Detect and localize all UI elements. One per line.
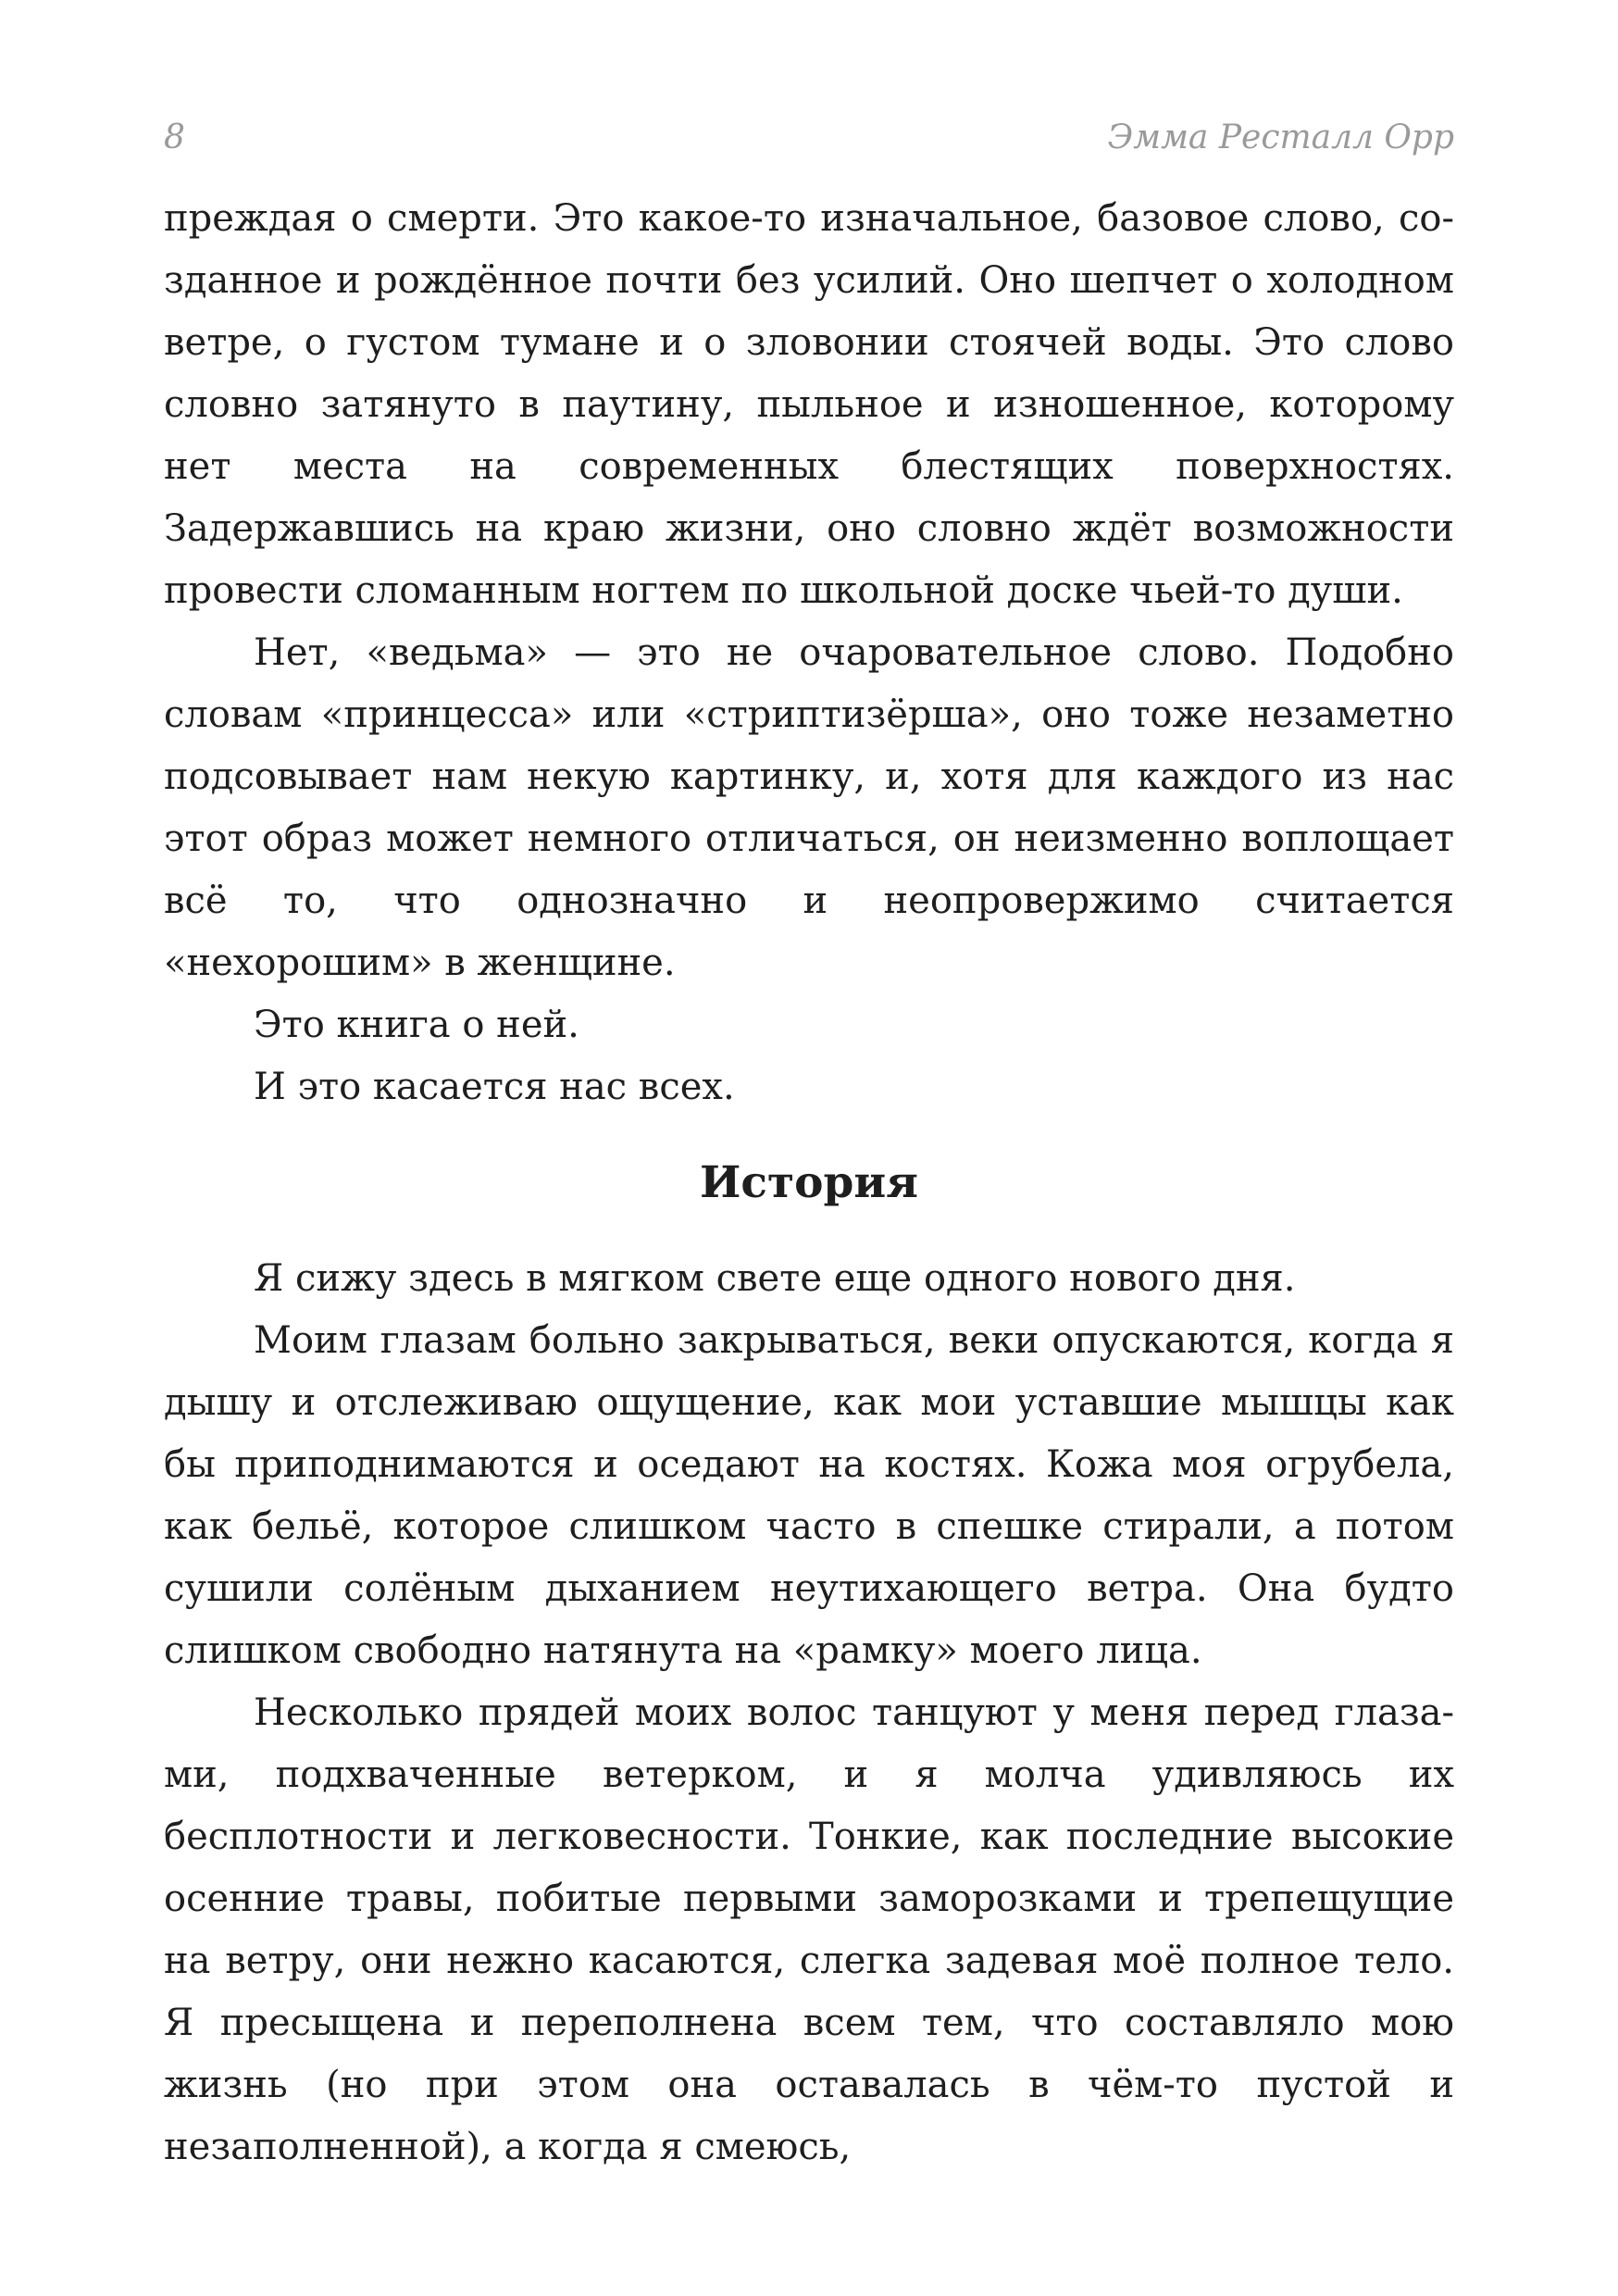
paragraph: И это касается нас всех. (254, 1066, 735, 1108)
page-number: 8 (164, 119, 185, 156)
paragraph: Это книга о ней. (254, 1004, 579, 1046)
main-text (164, 188, 1454, 2178)
paragraph-continuation: преждая о смерти. Это какое-то изначальное, базовое слово, созданное и рождённое почти без усилий. Оно шепчет о холодном ветре, о густом тумане и о зловонии стоячей воды. Это слово словно затянуто в паутину, пыльное и изношенное, которому нет места на современных блестящих поверхностях. Задержавшись на краю жизни, оно словно ждёт возможности провести сломанным ногтем по школьной доске чьей-то души. (164, 197, 1454, 612)
paragraph: Нет, «ведьма» — это не очаровательное слово. Подобно словам «принцесса» или «стриптизёрша», оно тоже незаметно подсовывает нам некую картинку, и, хотя для каждого из нас этот образ может немного отличаться, он неизменно воплощает всё то, что однозначно и неопровержимо считается «нехорошим» в женщине. (164, 631, 1454, 984)
section-heading: История (700, 1157, 918, 1208)
running-head-author: Эмма Ресталл Орр (1107, 119, 1454, 156)
paragraph: Я сижу здесь в мягком свете еще одного нового дня. (254, 1257, 1296, 1300)
running-head (164, 119, 1454, 163)
paragraph: Несколько прядей моих волос танцуют у меня перед глазами, подхваченные ветерком, и я молча удивляюсь их бесплотности и легковесности. Тонкие, как последние высокие осенние травы, побитые первыми заморозками и трепещущие на ветру, они нежно касаются, слегка задевая моё полное тело. Я пресыщена и переполнена всем тем, что составляло мою жизнь (но при этом она оставалась в чём-то пустой и незаполненной), а когда я смеюсь, (164, 1691, 1454, 2168)
paragraph: Моим глазам больно закрываться, веки опускаются, когда я дышу и отслеживаю ощущение, как мои уставшие мышцы как бы приподнимаются и оседают на костях. Кожа моя огрубела, как бельё, которое слишком часто в спешке стирали, а потом сушили солёным дыханием неутихающего ветра. Она будто слишком свободно натянута на «рамку» моего лица. (164, 1319, 1454, 1672)
